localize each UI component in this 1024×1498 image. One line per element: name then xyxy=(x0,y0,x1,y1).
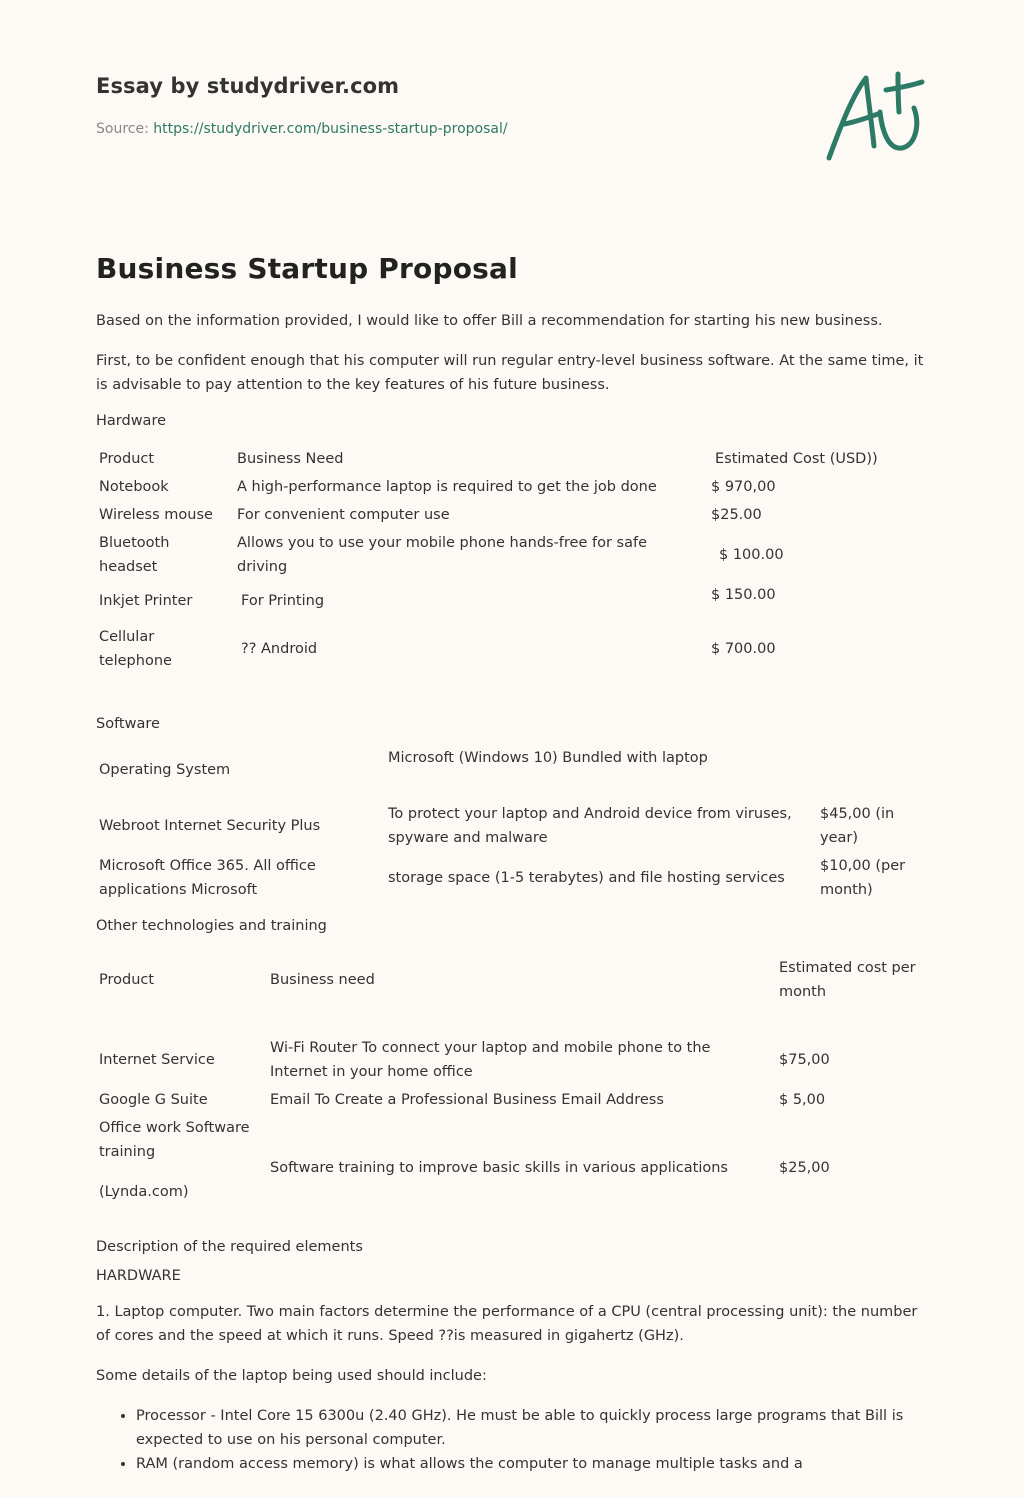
table-cell: Microsoft (Windows 10) Bundled with laptop xyxy=(388,750,708,766)
table-header-cell: Product xyxy=(99,972,155,988)
table-row xyxy=(96,581,896,615)
table-cell: To protect your laptop and Android device from viruses, spyware and malware xyxy=(388,806,792,846)
intro-paragraph-2: First, to be confident enough that his computer will run regular entry-level business software. At the same time, it is advisable to pay attention to the key features of his future business. xyxy=(96,353,924,393)
table-cell: $45,00 (in year) xyxy=(820,806,895,846)
table-cell: Email To Create a Professional Business Email Address xyxy=(270,1092,664,1108)
description-label: Description of the required elements xyxy=(96,1239,363,1255)
table-cell: Webroot Internet Security Plus xyxy=(99,818,321,834)
hardware-table xyxy=(96,445,896,675)
table-row xyxy=(96,1114,930,1206)
a-plus-logo-icon xyxy=(822,68,928,164)
table-header-cell: Estimated cost per month xyxy=(779,960,916,1000)
table-cell: Allows you to use your mobile phone hands-free for safe driving xyxy=(237,535,648,575)
table-cell: For Printing xyxy=(241,593,325,609)
table-cell: Operating System xyxy=(99,762,231,778)
table-row xyxy=(96,1086,930,1114)
source-label: Source: xyxy=(96,121,149,137)
laptop-paragraph: 1. Laptop computer. Two main factors determine the performance of a CPU (central processing unit): the number of cores and the speed at which it runs. Speed ??is measured in gigahertz (GHz). xyxy=(96,1304,918,1344)
table-row xyxy=(96,744,930,784)
table-cell: Software training to improve basic skills in various applications xyxy=(270,1160,728,1176)
table-row xyxy=(96,529,896,581)
table-header-row xyxy=(96,445,896,473)
laptop-details-list xyxy=(96,1404,930,1476)
page-title: Business Startup Proposal xyxy=(96,252,518,285)
table-cell: Microsoft Office 365. All office applications Microsoft xyxy=(99,858,316,898)
source-link[interactable]: https://studydriver.com/business-startup-proposal/ xyxy=(153,121,508,137)
table-cell: $75,00 xyxy=(779,1052,830,1068)
table-cell: For convenient computer use xyxy=(237,507,450,523)
table-cell: $25,00 xyxy=(779,1160,830,1176)
table-cell xyxy=(817,744,930,784)
table-cell: $ 150.00 xyxy=(711,587,776,603)
table-cell: $ 5,00 xyxy=(779,1092,826,1108)
product-source: (Lynda.com) xyxy=(99,1184,189,1200)
list-item: • Processor - Intel Core 15 6300u (2.40 GHz). He must be able to quickly process large programs that Bill is expected to use on his personal computer. xyxy=(136,1404,930,1452)
hardware-label: Hardware xyxy=(96,413,167,429)
hardware-section-heading: HARDWARE xyxy=(96,1268,181,1284)
software-table xyxy=(96,744,930,904)
table-cell: Wi-Fi Router To connect your laptop and mobile phone to the Internet in your home office xyxy=(270,1040,711,1080)
intro-paragraph-1: Based on the information provided, I would like to offer Bill a recommendation for starting his new business. xyxy=(96,313,883,329)
table-cell: Bluetooth headset xyxy=(99,535,170,575)
table-cell: storage space (1-5 terabytes) and file hosting services xyxy=(388,870,785,886)
laptop-details-intro: Some details of the laptop being used should include: xyxy=(96,1368,487,1384)
table-cell: $ 970,00 xyxy=(711,479,776,495)
table-header-cell: Estimated Cost (USD)) xyxy=(715,451,878,467)
table-row xyxy=(96,784,930,852)
table-header-cell: Business Need xyxy=(237,451,344,467)
table-header-cell: Business need xyxy=(270,972,375,988)
page-header xyxy=(96,74,508,137)
table-row xyxy=(96,1006,930,1086)
table-cell: $ 100.00 xyxy=(719,547,784,563)
table-cell: ?? Android xyxy=(241,641,318,657)
other-technologies-table xyxy=(96,954,930,1206)
table-cell: $10,00 (per month) xyxy=(820,858,906,898)
source-line xyxy=(96,121,508,137)
table-header-cell: Product xyxy=(99,451,155,467)
table-row xyxy=(96,473,896,501)
software-label: Software xyxy=(96,716,160,732)
table-cell: Notebook xyxy=(99,479,169,495)
table-row xyxy=(96,501,896,529)
table-cell: $25.00 xyxy=(711,507,762,523)
table-header-row xyxy=(96,954,930,1006)
table-cell: Internet Service xyxy=(99,1052,215,1068)
product-name: Office work Software training xyxy=(99,1120,250,1160)
essay-by-title: Essay by studydriver.com xyxy=(96,74,400,98)
table-cell: $ 700.00 xyxy=(711,641,776,657)
table-cell xyxy=(96,1114,267,1206)
list-item: • RAM (random access memory) is what allows the computer to manage multiple tasks and a xyxy=(136,1452,930,1476)
table-cell: Wireless mouse xyxy=(99,507,213,523)
table-cell: A high-performance laptop is required to get the job done xyxy=(237,479,657,495)
table-row xyxy=(96,852,930,904)
table-cell: Google G Suite xyxy=(99,1092,208,1108)
other-technologies-label: Other technologies and training xyxy=(96,918,327,934)
table-cell: Cellular telephone xyxy=(99,629,172,669)
table-cell: Inkjet Printer xyxy=(99,593,193,609)
table-row xyxy=(96,615,896,675)
essay-content xyxy=(96,252,930,1476)
